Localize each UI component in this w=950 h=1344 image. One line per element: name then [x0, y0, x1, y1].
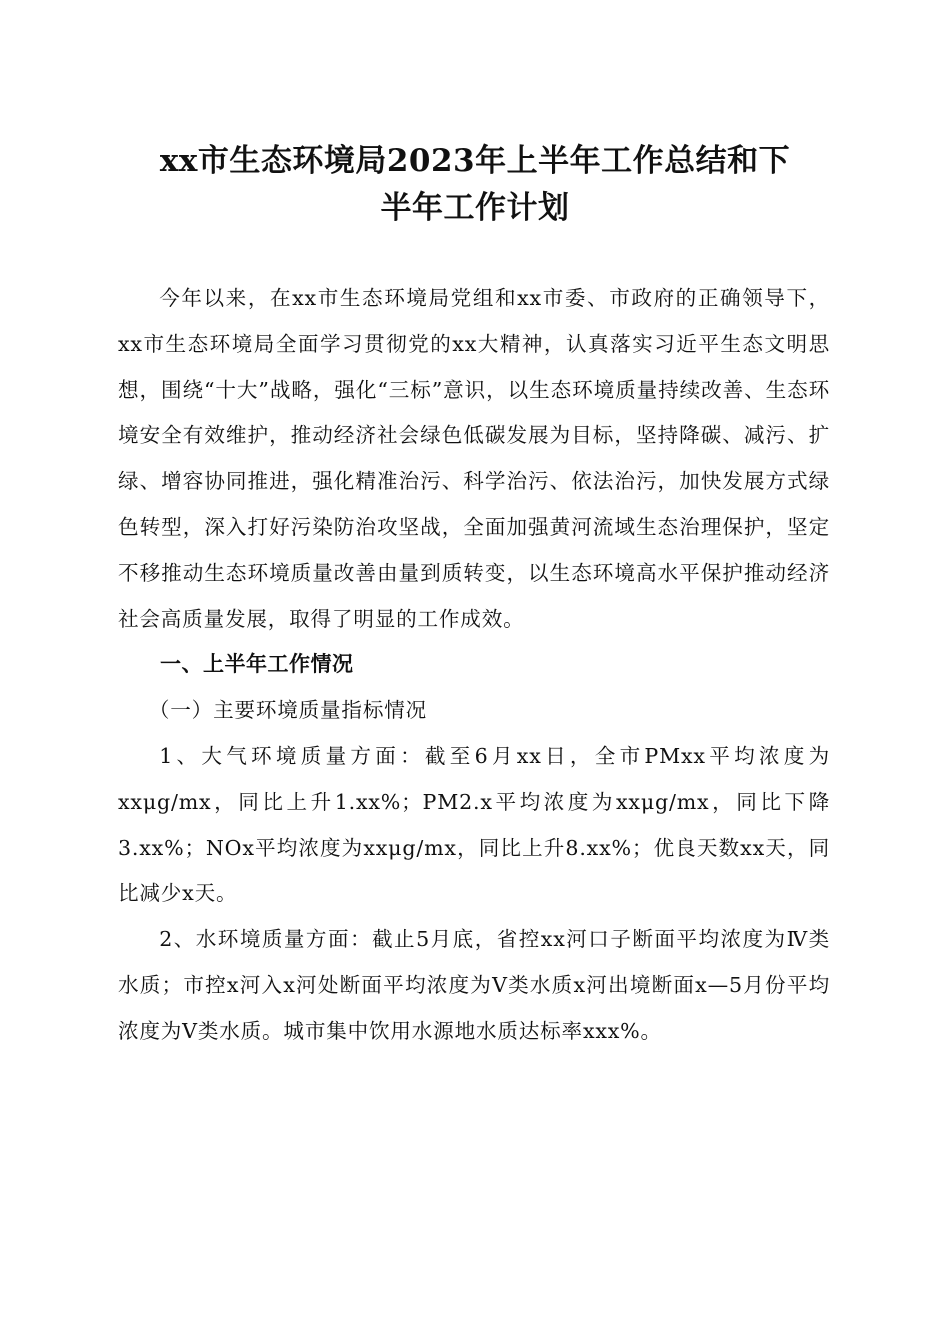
air-quality-paragraph: 1、大气环境质量方面：截至6月xx日，全市PMxx平均浓度为xxμg/mx，同比上升1.xx%；PM2.x平均浓度为xxμg/mx，同比下降3.xx%；NOx平均浓度为xxμg/mx，同比上升8.xx%；优良天数xx天，同比减少x天。 — [118, 743, 830, 906]
subsection-heading-1: （一）主要环境质量指标情况 — [148, 698, 428, 723]
section-heading-1: 一、上半年工作情况 — [160, 652, 354, 677]
document-title-line-2: 半年工作计划 — [380, 190, 570, 226]
water-quality-paragraph: 2、水环境质量方面：截止5月底，省控xx河口子断面平均浓度为Ⅳ类水质；市控x河入x河处断面平均浓度为Ⅴ类水质x河出境断面x—5月份平均浓度为Ⅴ类水质。城市集中饮用水源地水质达标率xxx%。 — [118, 927, 830, 1043]
document-title-line-1: xx市生态环境局2023年上半年工作总结和下 — [159, 143, 791, 179]
intro-paragraph: 今年以来，在xx市生态环境局党组和xx市委、市政府的正确领导下，xx市生态环境局全面学习贯彻党的xx大精神，认真落实习近平生态文明思想，围绕“十大”战略，强化“三标”意识，以生态环境质量持续改善、生态环境安全有效维护，推动经济社会绿色低碳发展为目标，坚持降碳、减污、扩绿、增容协同推进，强化精准治污、科学治污、依法治污，加快发展方式绿色转型，深入打好污染防治攻坚战，全面加强黄河流域生态治理保护，坚定不移推动生态环境质量改善由量到质转变，以生态环境高水平保护推动经济社会高质量发展，取得了明显的工作成效。 — [118, 286, 830, 631]
document-body — [118, 276, 830, 1055]
